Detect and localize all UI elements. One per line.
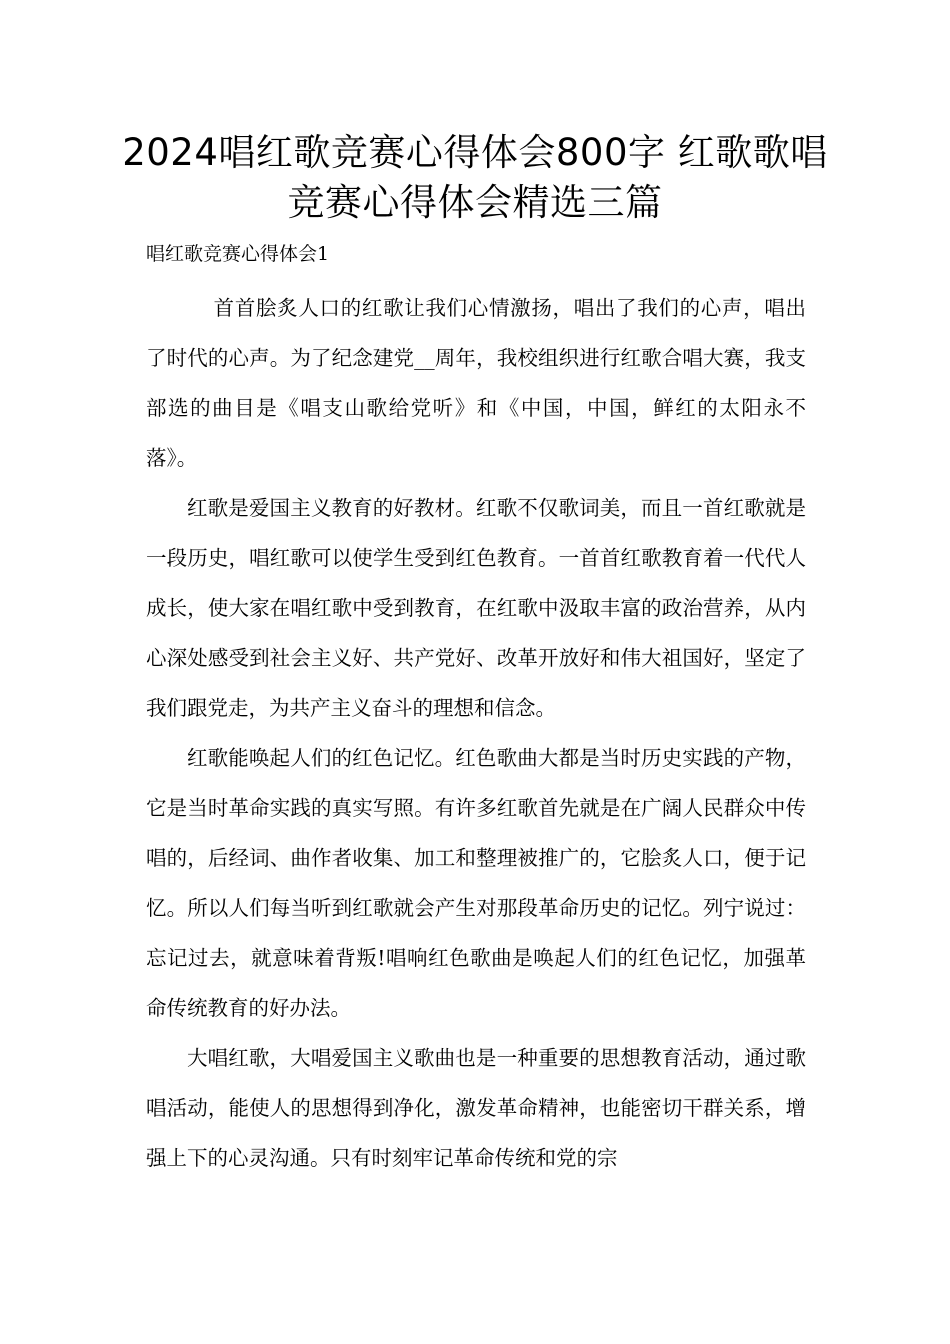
paragraph-2: 红歌是爱国主义教育的好教材。红歌不仅歌词美，而且一首红歌就是一段历史，唱红歌可以使学生受到红色教育。一首首红歌教育着一代代人成长，使大家在唱红歌中受到教育，在红歌中汲取丰富的政治营养，从内心深处感受到社会主义好、共产党好、改革开放好和伟大祖国好，坚定了我们跟党走，为共产主义奋斗的理想和信念。 bbox=[146, 496, 806, 720]
paragraph-4: 大唱红歌，大唱爱国主义歌曲也是一种重要的思想教育活动，通过歌唱活动，能使人的思想得到净化，激发革命精神，也能密切干群关系，增强上下的心灵沟通。只有时刻牢记革命传统和党的宗 bbox=[146, 1046, 806, 1170]
document-body bbox=[146, 283, 806, 1183]
paragraph-1: 首首脍炙人口的红歌让我们心情激扬，唱出了我们的心声，唱出了时代的心声。为了纪念建党__周年，我校组织进行红歌合唱大赛，我支部选的曲目是《唱支山歌给党听》和《中国，中国，鲜红的太阳永不落》。 bbox=[146, 296, 806, 470]
paragraph-3: 红歌能唤起人们的红色记忆。红色歌曲大都是当时历史实践的产物，它是当时革命实践的真实写照。有许多红歌首先就是在广阔人民群众中传唱的，后经词、曲作者收集、加工和整理被推广的，它脍炙人口，便于记忆。所以人们每当听到红歌就会产生对那段革命历史的记忆。列宁说过：忘记过去，就意味着背叛!唱响红色歌曲是唤起人们的红色记忆，加强革命传统教育的好办法。 bbox=[146, 746, 806, 1020]
section-heading: 唱红歌竞赛心得体会1 bbox=[146, 243, 330, 265]
document-title: 2024唱红歌竞赛心得体会800字 红歌歌唱竞赛心得体会精选三篇 bbox=[122, 131, 828, 224]
